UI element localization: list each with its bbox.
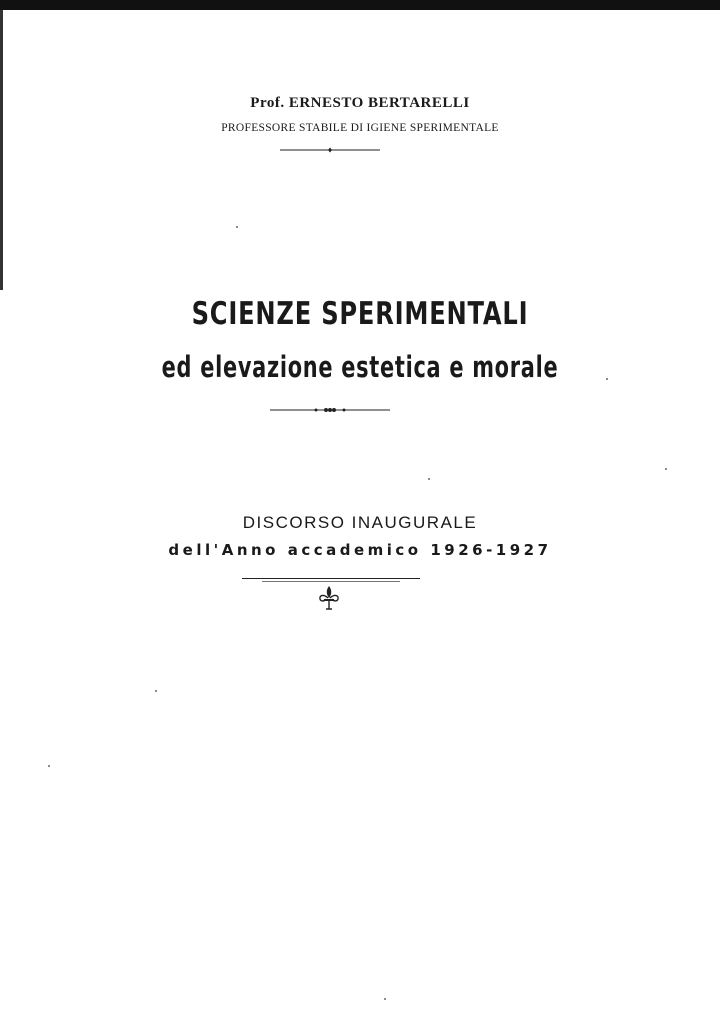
scan-speck — [236, 226, 238, 228]
author-role: PROFESSORE STABILE DI IGIENE SPERIMENTALE — [221, 122, 499, 134]
discourse-title: DISCORSO INAUGURALE — [242, 513, 478, 532]
scan-speck — [665, 468, 667, 470]
scan-speck — [606, 378, 608, 380]
page-left-edge — [0, 10, 3, 290]
divider-ornament-middle — [270, 405, 390, 415]
scan-speck — [155, 690, 157, 692]
title-line-1: SCIENZE SPERIMENTALI — [191, 296, 529, 332]
divider-rule-double — [242, 577, 420, 583]
scan-speck — [48, 765, 50, 767]
divider-ornament-top — [280, 146, 380, 154]
author-name: Prof. ERNESTO BERTARELLI — [250, 95, 470, 111]
fleur-de-lis-icon — [318, 585, 340, 611]
scan-speck — [428, 478, 430, 480]
title-line-2: ed elevazione estetica e morale — [161, 350, 559, 384]
page-top-edge — [0, 0, 720, 10]
scan-speck — [384, 998, 386, 1000]
academic-year: dell'Anno accademico 1926-1927 — [168, 541, 552, 559]
